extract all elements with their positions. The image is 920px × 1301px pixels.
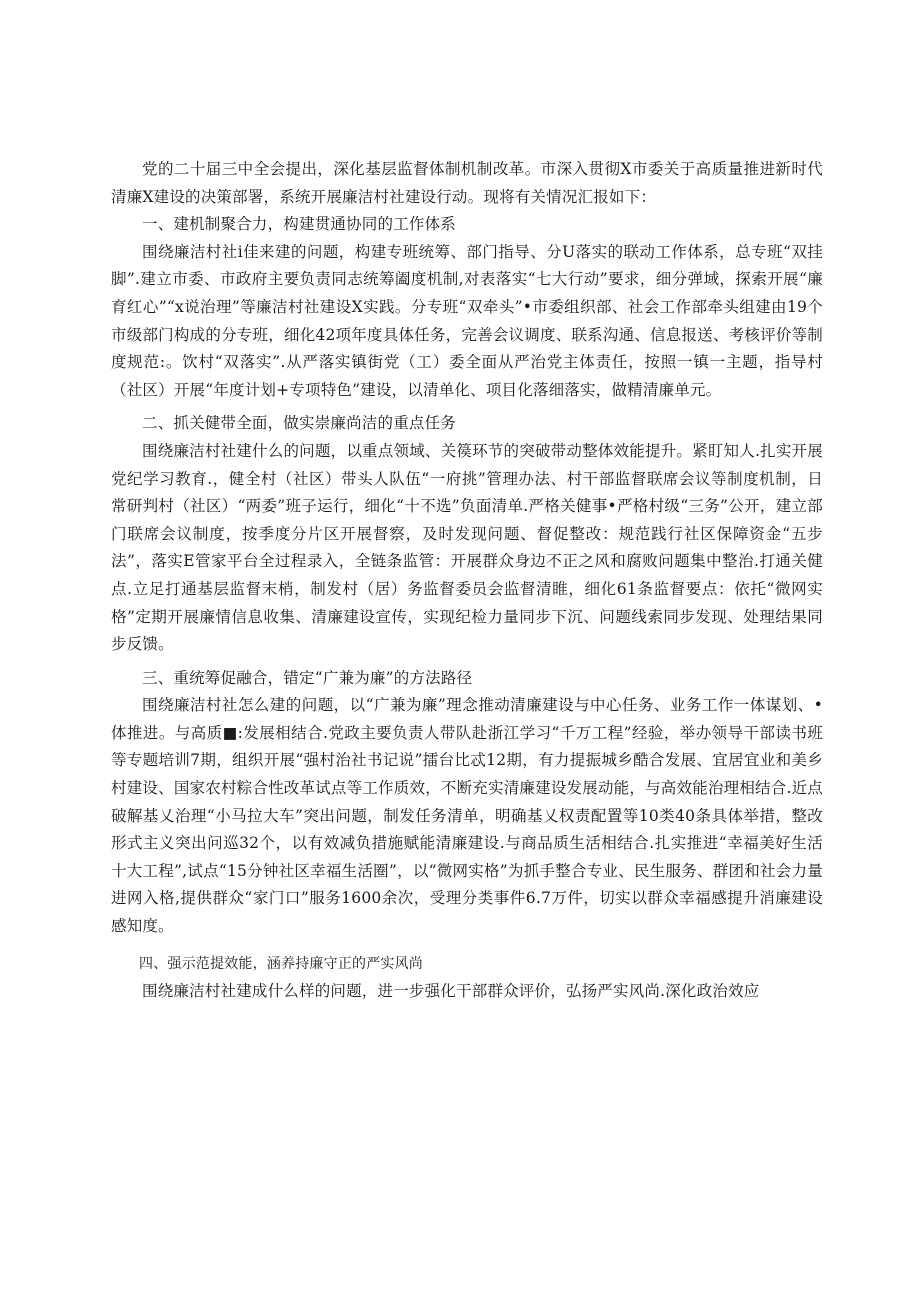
section-3-heading: 三、重统筹促融合，错定“广兼为廉”的方法路径: [142, 668, 473, 687]
section-3-body: 围绕廉洁村社怎么建的问题，以“广兼为廉”理念推动清廉建设与中心任务、业务工作一体谋划、•体推进。与高质■:发展相结合.党政主要负责人带队赴浙江学习“千万工程”经验，举办领导干部读书班等专题培训7期，组织开展“强村治社书记说”擂台比忒12期，有力提振城乡酷合发展、宜居宜业和美乡村建设、国家农村粽合性改革试点等工作质效，不断充实清廉建设发展动能，与高效能治理相结合.近点破解基乂治理“小马拉大车”突出问题，制发任务清单，明确基乂权责配置等10类40条具体举措，整改形式主义突出问巡32个，以有效减负措施赋能清廉建设.与商品质生活相结合.扎实推进“幸福美好生活十大工程”,试点“15分钟社区幸福生活圈”，以“微网实格”为抓手整合专业、民生服务、群团和社会力量进网入格,提供群众“家门口”服务1600余次，受理分类事件6.7万件，切实以群众幸福感提升消廉建设感知度。: [111, 696, 823, 936]
section-4-heading: 四、强示范提效能，涵养持廉守正的严实风尚: [139, 955, 423, 972]
intro-paragraph: 党的二十届三中全会提出，深化基层监督体制机制改革。市深入贯彻X市委关于高质量推进新时代清廉X建设的决策部署，系统开展廉洁村社建设行动。现将有关情况汇报如下：: [111, 160, 823, 206]
section-2-heading: 二、抓关健带全面，做实崇廉尚洁的重点任务: [142, 414, 457, 433]
section-1-body: 围绕廉洁村社i佳来建的问题，构建专班统筹、部门指导、分U落实的联动工作体系，总专班“双挂脚”.建立市委、市政府主要负责同志统筹阖度机制,对表落实“七大行动”要求，细分弹域，探索开展“廉育红心”“x说治理”等廉洁村社建设X实践。分专班“双牵头”•市委组织部、社会工作部牵头组建由19个市级部门构成的分专班，细化42项年度具体任务，完善会议调度、联系沟通、信息报送、考核评价等制度规范:。饮村“双落实”.从严落实镇街党（工）委全面从严治党主体责任，按照一镇一主题，指导村（社区）开展“年度计划+专项特色”建设，以清单化、项目化落细落实，做精清廉单元。: [111, 242, 823, 399]
section-4-body: 围绕廉洁村社建成什么样的问题，进一步强化干部群众评价，弘扬严实风尚.深化政治效应: [142, 982, 760, 1001]
document-body: [111, 156, 823, 1006]
section-2-body: 围绕廉洁村社建什么的问题，以重点领域、关篌环节的突破带动整体效能提升。紧盯知人.扎实开展党纪学习教育.，健全村（社区）带头人队伍“一府挑”管理办法、村干部监督联席会议等制度机制，日常研判村（社区）“两委”班子运行，细化“十不选”负面清单.严格关健事•严格村级“三务”公开，建立部门联席会议制度，按季度分片区开展督察，及时发现问题、督促整改：规范践行社区保障资金“五步法”，落实E管家平台全过程录入，全链条监管：开展群众身边不正之风和腐败问题集中整治.打通关健点.立足打通基层监督末梢，制发村（居）务监督委员会监督清睢，细化61条监督要点：依托“微网实格”定期开展廉情信息收集、清廉建设宣传，实现纪检力量同步下沉、问题线索同步发现、处理结果同步反馈。: [111, 441, 823, 654]
section-1-heading: 一、建机制聚合力，构建贯通协同的工作体系: [142, 215, 457, 234]
